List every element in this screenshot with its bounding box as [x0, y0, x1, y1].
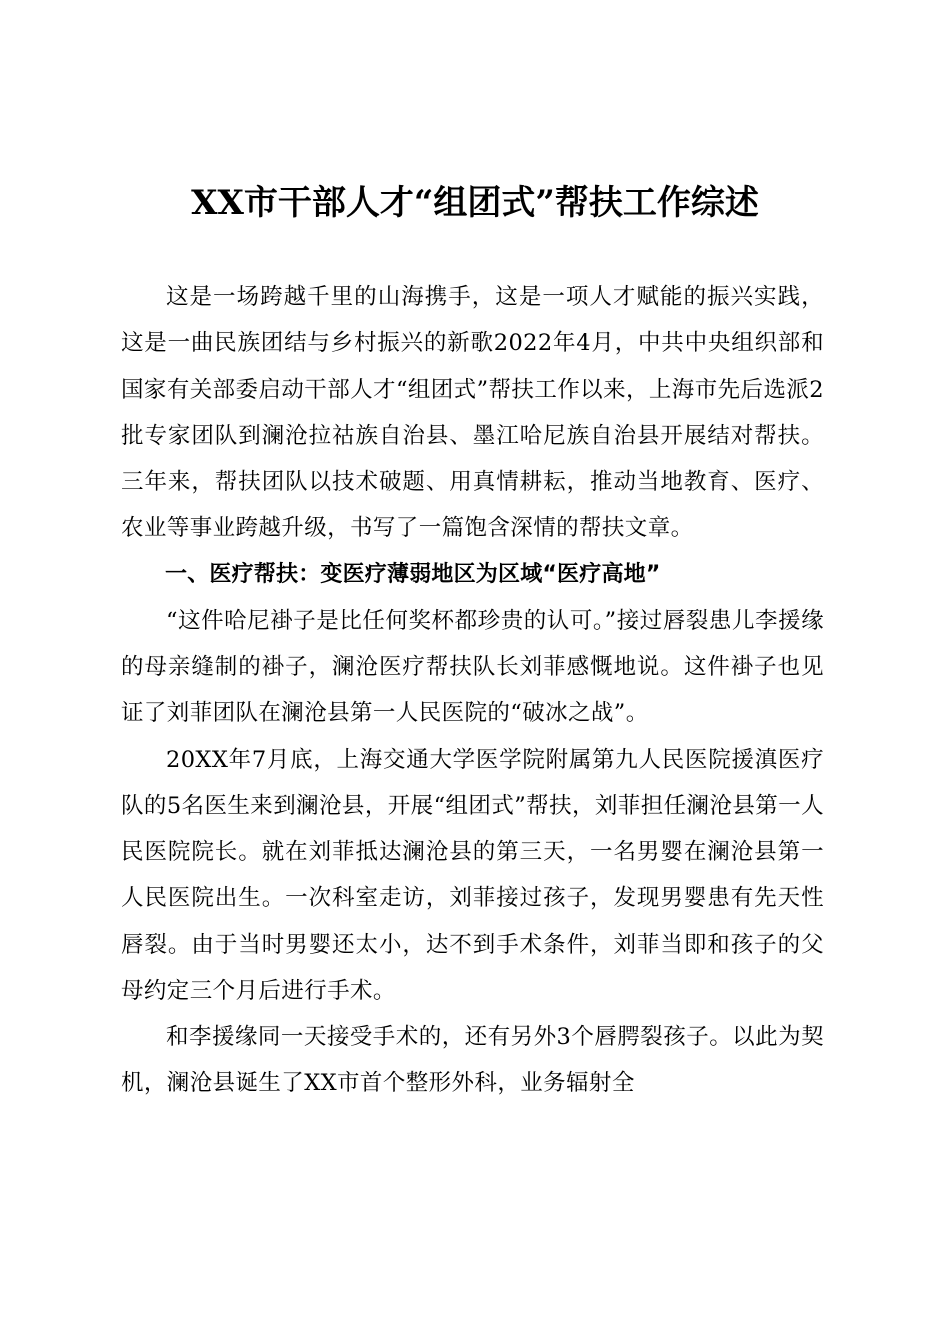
intro-paragraph: 这是一场跨越千里的山海携手，这是一项人才赋能的振兴实践，这是一曲民族团结与乡村振兴的新歌2022年4月，中共中央组织部和国家有关部委启动干部人才“组团式”帮扶工作以来，上海市先后选派2批专家团队到澜沧拉祜族自治县、墨江哈尼族自治县开展结对帮扶。三年来，帮扶团队以技术破题、用真情耕耘，推动当地教育、医疗、农业等事业跨越升级，书写了一篇饱含深情的帮扶文章。	[121, 284, 824, 542]
body-paragraph: 20XX年7月底，上海交通大学医学院附属第九人民医院援滇医疗队的5名医生来到澜沧县，开展“组团式”帮扶，刘菲担任澜沧县第一人民医院院长。就在刘菲抵达澜沧县的第三天，一名男婴在澜沧县第一人民医院出生。一次科室走访，刘菲接过孩子，发现男婴患有先天性唇裂。由于当时男婴还太小，达不到手术条件，刘菲当即和孩子的父母约定三个月后进行手术。	[121, 746, 824, 1004]
section-heading-medical: 一、医疗帮扶：变医疗薄弱地区为区域“医疗高地”	[165, 561, 661, 587]
document-body	[121, 274, 824, 1107]
document-title: XX市干部人才“组团式”帮扶工作综述	[191, 183, 759, 223]
body-paragraph: “这件哈尼褂子是比任何奖杯都珍贵的认可。”接过唇裂患儿李援缘的母亲缝制的褂子，澜沧医疗帮扶队长刘菲感慨地说。这件褂子也见证了刘菲团队在澜沧县第一人民医院的“破冰之战”。	[121, 607, 824, 727]
body-paragraph: 和李援缘同一天接受手术的，还有另外3个唇腭裂孩子。以此为契机，澜沧县诞生了XX市首个整形外科，业务辐射全	[121, 1024, 824, 1097]
